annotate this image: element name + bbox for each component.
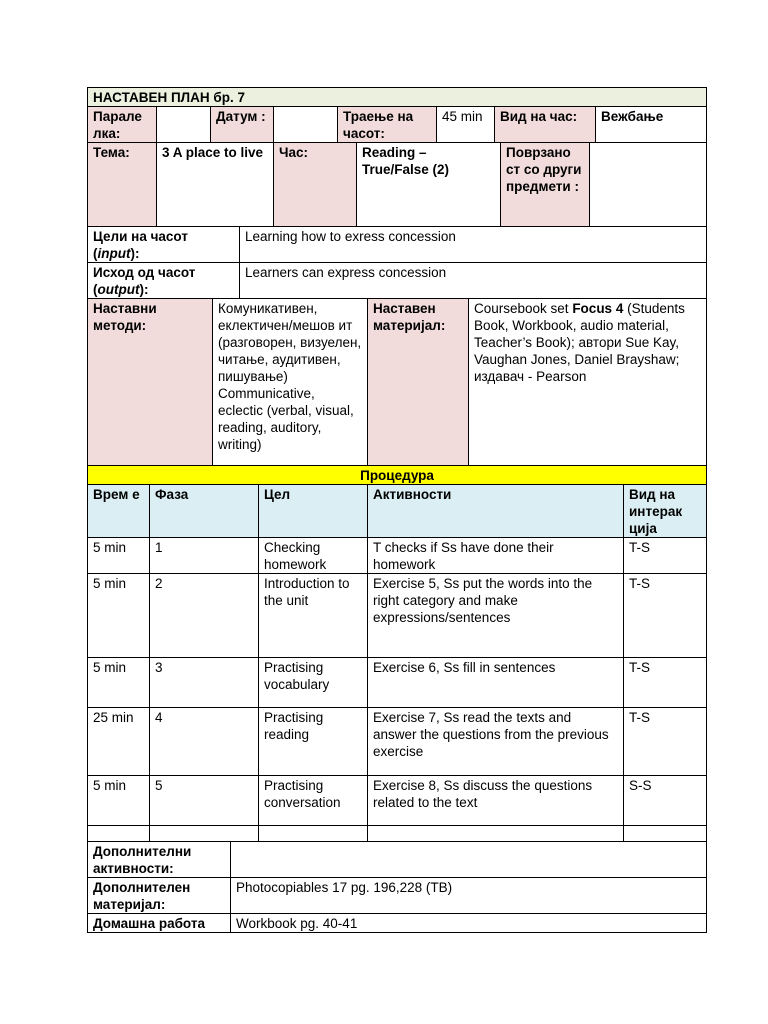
column-header-phase: Фаза xyxy=(150,485,259,538)
row-interaction: S-S xyxy=(624,776,707,826)
lesson-plan-document xyxy=(87,87,706,933)
procedure-title: Процедура xyxy=(88,466,707,485)
row-activity: Exercise 8, Ss discuss the questions related to the text xyxy=(368,776,624,826)
empty-row xyxy=(88,826,707,842)
row-time: 5 min xyxy=(88,574,150,658)
row-time: 25 min xyxy=(88,708,150,776)
paralelka-label: Парале лка: xyxy=(88,107,157,143)
topic-table xyxy=(87,142,707,227)
paralelka-value xyxy=(157,107,211,143)
row-goal: Practising reading xyxy=(259,708,368,776)
methods-table xyxy=(87,298,707,466)
row-phase: 1 xyxy=(150,538,259,574)
output-goal-value: Learners can express concession xyxy=(240,263,707,299)
header-table xyxy=(87,87,707,143)
row-goal: Checking homework xyxy=(259,538,368,574)
row-goal: Practising conversation xyxy=(259,776,368,826)
methods-label: Наставни методи: xyxy=(88,299,213,466)
goals-table xyxy=(87,226,707,299)
lesson-value: Reading – True/False (2) xyxy=(357,143,501,227)
row-interaction: T-S xyxy=(624,708,707,776)
input-goal-label: Цели на часот (input): xyxy=(88,227,240,263)
row-time: 5 min xyxy=(88,658,150,708)
column-header-interaction: Вид на интерак ција xyxy=(624,485,707,538)
duration-value: 45 min xyxy=(437,107,495,143)
table-row xyxy=(88,776,707,826)
class-type-value: Вежбање xyxy=(596,107,707,143)
row-phase: 2 xyxy=(150,574,259,658)
row-time: 5 min xyxy=(88,538,150,574)
datum-value xyxy=(274,107,338,143)
extra-activities-value xyxy=(231,842,707,878)
related-subjects-label: Поврзано ст со други предмети : xyxy=(501,143,590,227)
row-interaction: T-S xyxy=(624,574,707,658)
row-interaction: T-S xyxy=(624,538,707,574)
table-row xyxy=(88,658,707,708)
row-activity: Exercise 7, Ss read the texts and answer the questions from the previous exercise xyxy=(368,708,624,776)
table-row xyxy=(88,708,707,776)
extra-material-label: Дополнителен материјал: xyxy=(88,878,231,914)
related-subjects-value xyxy=(590,143,707,227)
row-activity: Exercise 6, Ss fill in sentences xyxy=(368,658,624,708)
row-interaction: T-S xyxy=(624,658,707,708)
extra-table xyxy=(87,841,707,933)
datum-label: Датум : xyxy=(211,107,274,143)
topic-value: 3 A place to live xyxy=(157,143,274,227)
row-phase: 4 xyxy=(150,708,259,776)
plan-title: НАСТАВЕН ПЛАН бр. 7 xyxy=(88,88,707,107)
row-activity: T checks if Ss have done their homework xyxy=(368,538,624,574)
material-label: Наставен материјал: xyxy=(368,299,469,466)
table-row xyxy=(88,574,707,658)
homework-value: Workbook pg. 40-41 xyxy=(231,914,707,933)
column-header-time: Врем е xyxy=(88,485,150,538)
duration-label: Траење на часот: xyxy=(338,107,437,143)
output-goal-label: Исход од часот (output): xyxy=(88,263,240,299)
column-header-goal: Цел xyxy=(259,485,368,538)
row-phase: 3 xyxy=(150,658,259,708)
row-goal: Practising vocabulary xyxy=(259,658,368,708)
class-type-label: Вид на час: xyxy=(495,107,596,143)
row-goal: Introduction to the unit xyxy=(259,574,368,658)
lesson-label: Час: xyxy=(274,143,357,227)
material-value: Coursebook set Focus 4 (Students Book, Workbook, audio material, Teacher’s Book); автори Sue Kay, Vaughan Jones, Daniel Brayshaw; издавач - Pearson xyxy=(469,299,707,466)
procedure-header-row xyxy=(88,485,707,538)
procedure-table xyxy=(87,465,707,842)
extra-material-value: Photocopiables 17 pg. 196,228 (TB) xyxy=(231,878,707,914)
methods-value: Комуникативен, еклектичен/мешов ит (разговорен, визуелен, читање, аудитивен, пишување) Communicative, eclectic (verbal, visual, reading, auditory, writing) xyxy=(213,299,368,466)
row-activity: Exercise 5, Ss put the words into the right category and make expressions/sentences xyxy=(368,574,624,658)
row-time: 5 min xyxy=(88,776,150,826)
topic-label: Тема: xyxy=(88,143,157,227)
input-goal-value: Learning how to exress concession xyxy=(240,227,707,263)
homework-label: Домашна работа xyxy=(88,914,231,933)
table-row xyxy=(88,538,707,574)
row-phase: 5 xyxy=(150,776,259,826)
column-header-activities: Активности xyxy=(368,485,624,538)
extra-activities-label: Дополнителни активности: xyxy=(88,842,231,878)
